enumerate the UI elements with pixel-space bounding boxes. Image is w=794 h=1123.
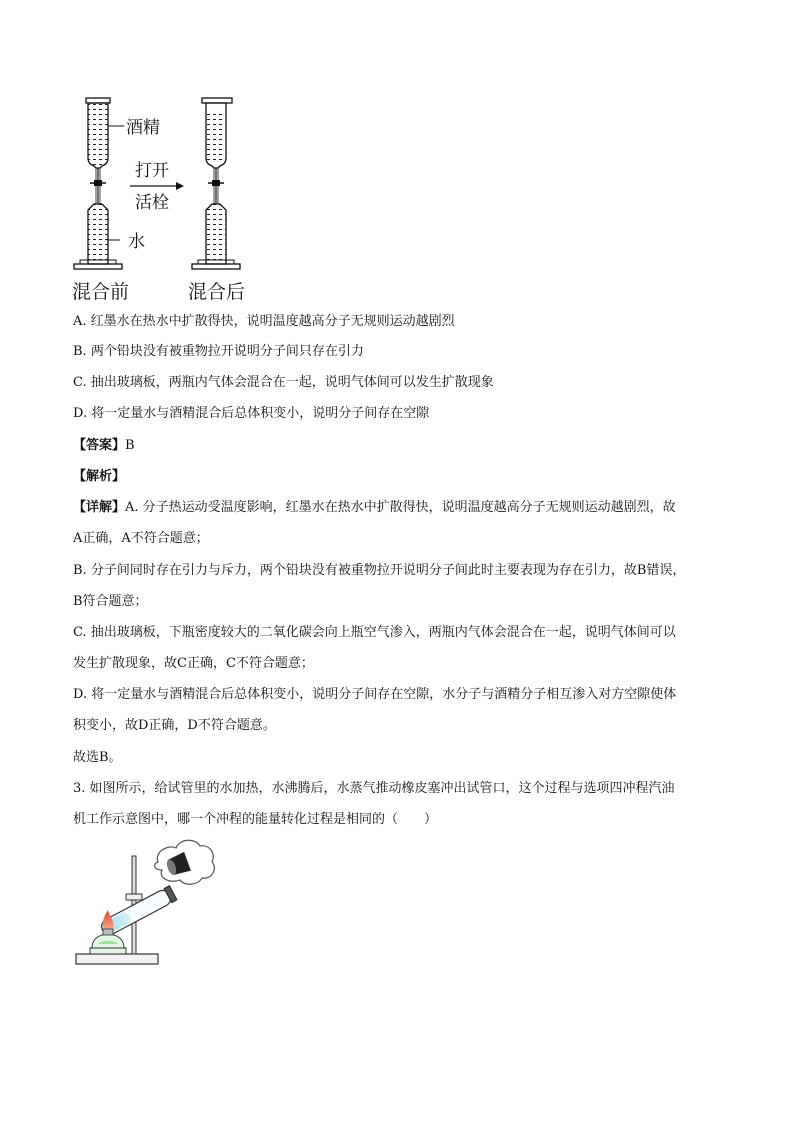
- detail-line-3: B. 分子间同时存在引力与斥力，两个铅块没有被重物拉开说明分子间此时主要表现为存在引力，故B错误，: [73, 563, 686, 578]
- detail-line-5: C. 抽出玻璃板，下瓶密度较大的二氧化碳会向上瓶空气渗入，两瓶内气体会混合在一起，说明气体间可以: [73, 625, 676, 640]
- analysis-row: [73, 468, 125, 486]
- detail-line-2: A正确，A不符合题意；: [73, 531, 209, 546]
- caption-after: 混合后: [188, 281, 246, 303]
- detail-line-1: [73, 499, 676, 517]
- analysis-label: 【解析】: [73, 469, 126, 484]
- detail-label: 【详解】: [73, 500, 126, 515]
- question3-line-1: 3. 如图所示，给试管里的水加热，水沸腾后，水蒸气推动橡皮塞冲出试管口，这个过程与选项四冲程汽油: [73, 781, 675, 796]
- option-c: C. 抽出玻璃板，两瓶内气体会混合在一起，说明气体间可以发生扩散现象: [73, 375, 494, 390]
- label-water: 水: [128, 232, 145, 252]
- option-b: B. 两个铅块没有被重物拉开说明分子间只存在引力: [73, 344, 364, 359]
- answer-value: B: [125, 438, 135, 453]
- detail-line-4: B符合题意；: [73, 594, 148, 609]
- apparatus-before: [74, 98, 124, 269]
- detail-text-1: A. 分子热运动受温度影响，红墨水在热水中扩散得快，说明温度越高分子无规则运动越剧烈，故: [125, 500, 676, 515]
- answer-label: 【答案】: [73, 438, 126, 453]
- clamp: [126, 894, 142, 900]
- arrow-head-icon: [176, 182, 184, 190]
- detail-line-7: D. 将一定量水与酒精混合后总体积变小，说明分子间存在空隙，水分子与酒精分子相互渗入对方空隙使体: [73, 687, 677, 702]
- detail-conclusion: 故选B。: [73, 750, 122, 765]
- option-d: D. 将一定量水与酒精混合后总体积变小，说明分子间存在空隙: [73, 406, 430, 421]
- label-open-line2: 活栓: [135, 193, 169, 213]
- test-tube-heating-figure: [70, 836, 220, 972]
- label-alcohol: 酒精: [126, 118, 160, 138]
- label-open-line1: 打开: [135, 161, 169, 181]
- caption-before: 混合前: [72, 281, 130, 303]
- mixing-apparatus-figure: [68, 92, 258, 304]
- stand-base: [76, 954, 158, 964]
- option-a: A. 红墨水在热水中扩散得快，说明温度越高分子无规则运动越剧烈: [73, 314, 455, 329]
- detail-line-6: 发生扩散现象，故C正确，C不符合题意；: [73, 656, 314, 671]
- detail-line-8: 积变小，故D正确，D不符合题意。: [73, 718, 276, 733]
- apparatus-after: [192, 98, 240, 269]
- question3-line-2: 机工作示意图中，哪一个冲程的能量转化过程是相同的（ ）: [73, 812, 438, 827]
- answer-row: [73, 437, 135, 455]
